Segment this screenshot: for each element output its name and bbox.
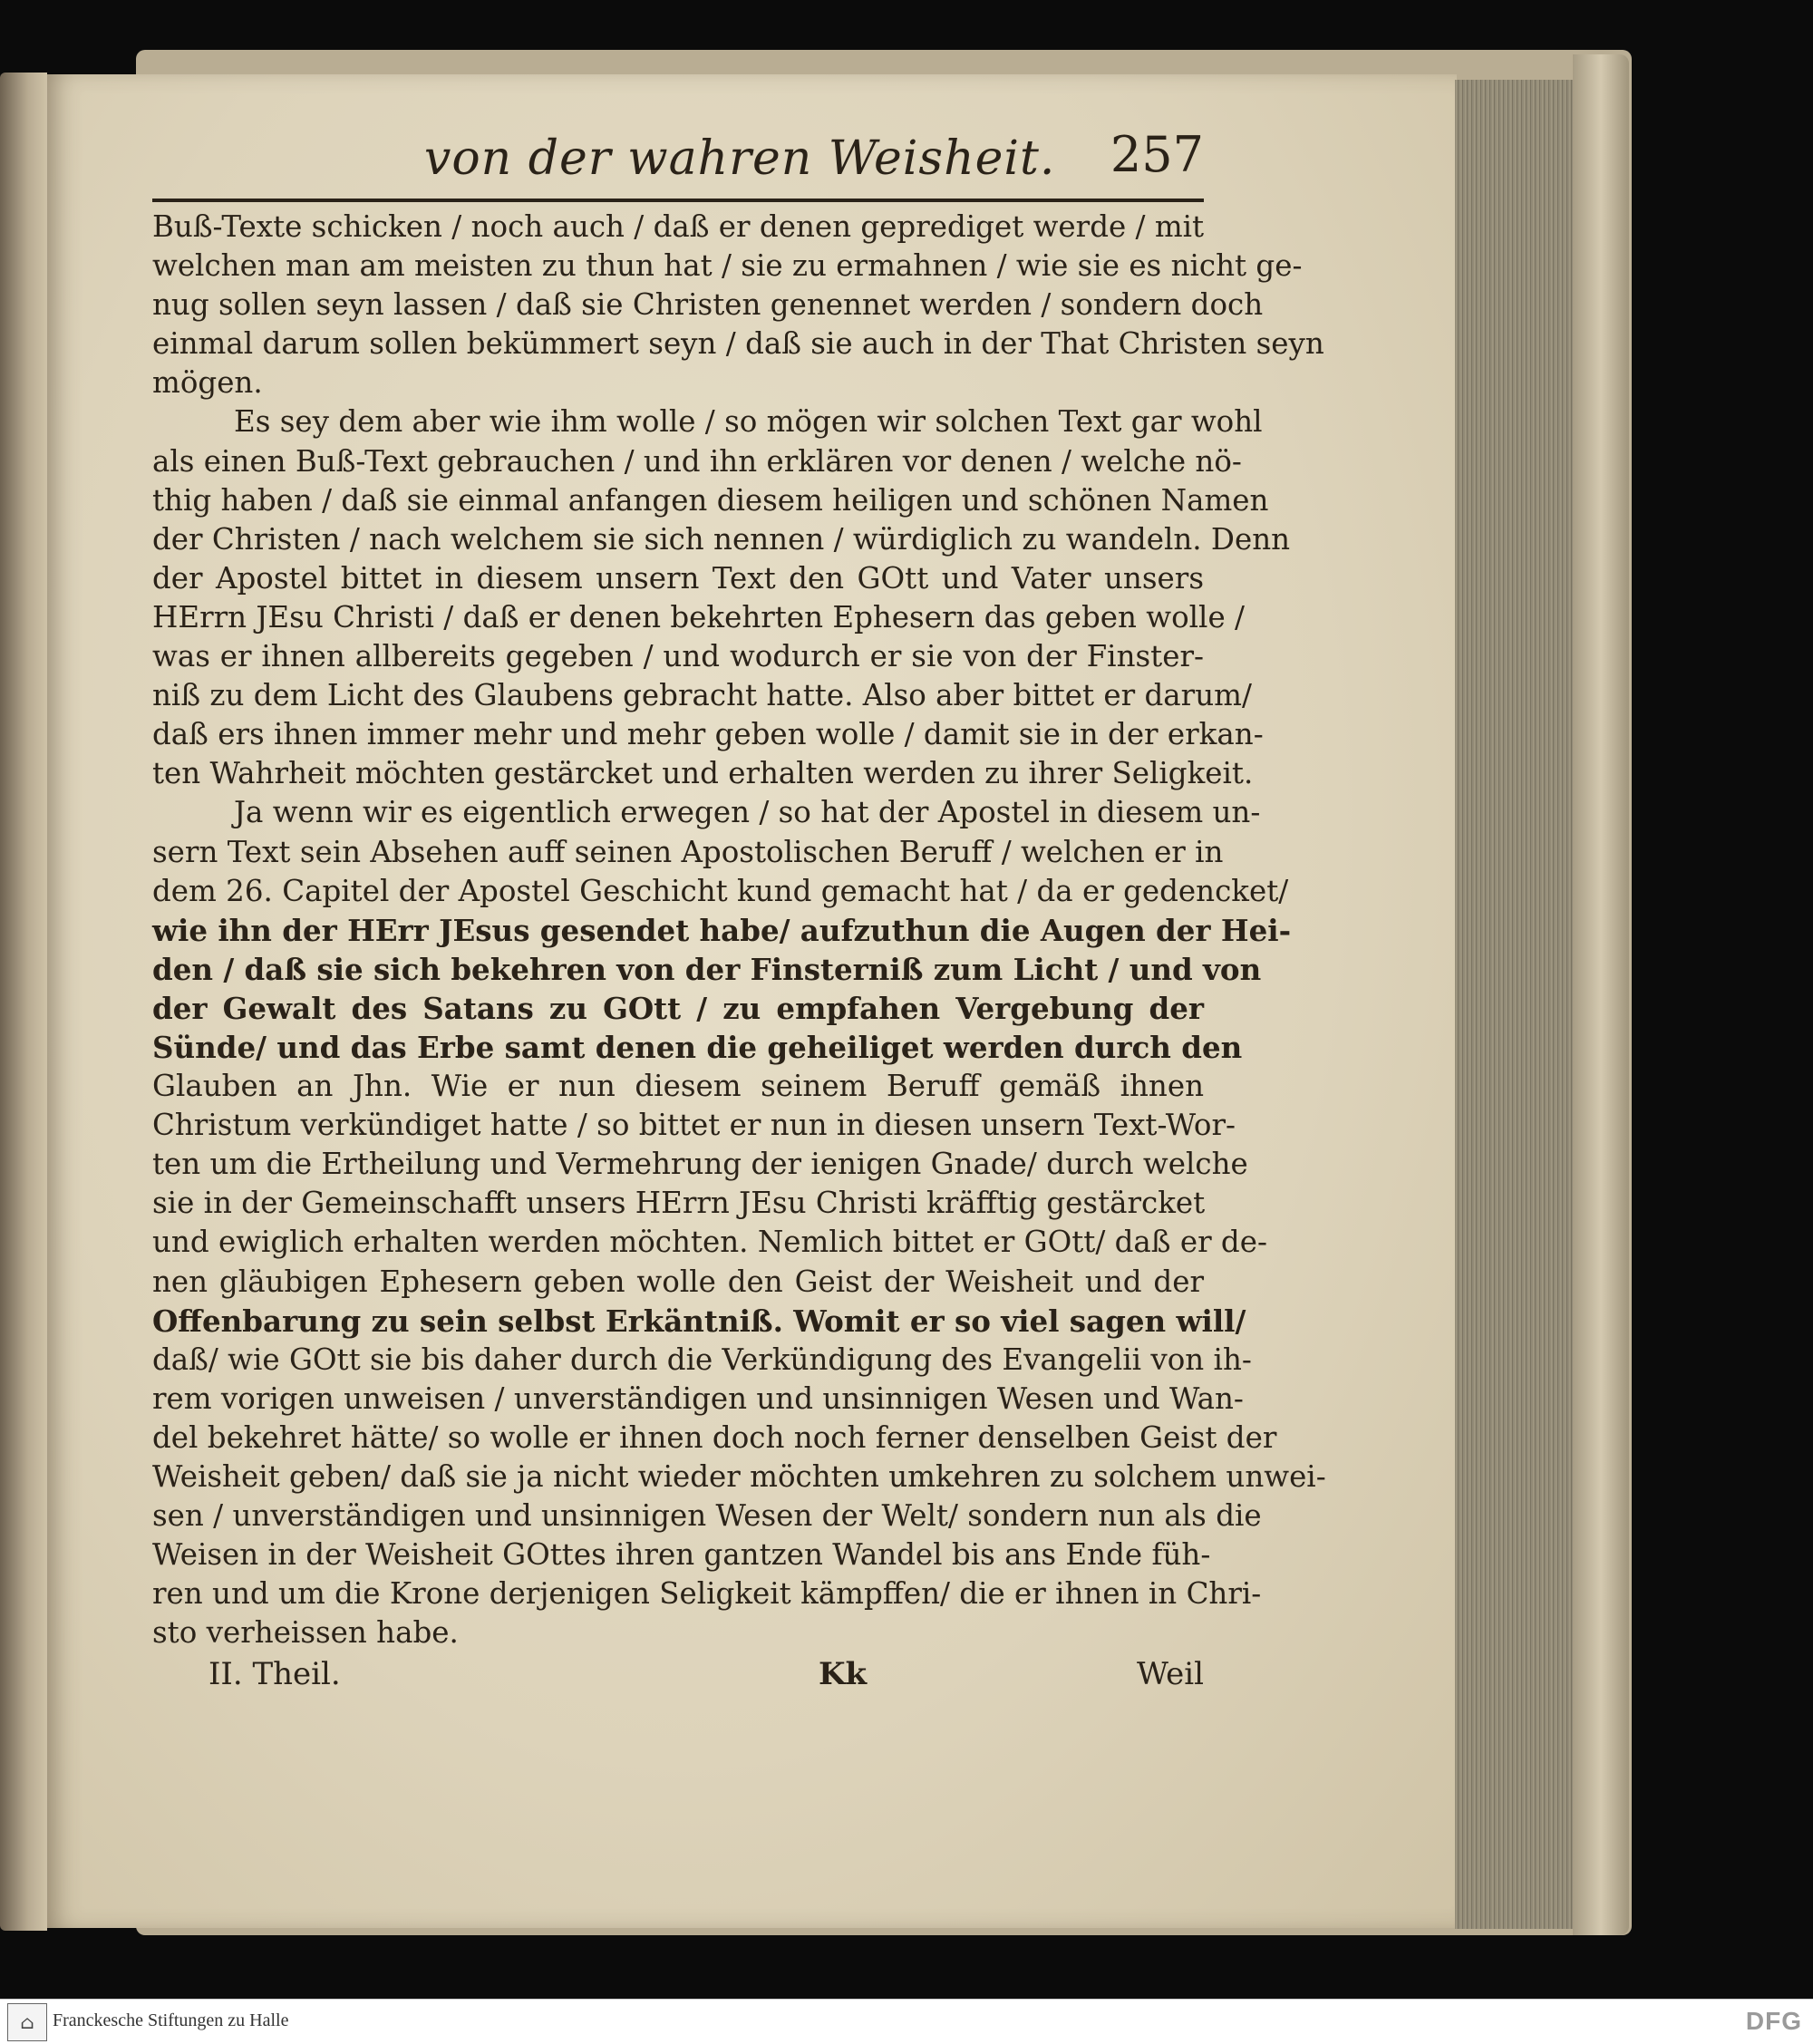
text-line: sen / unverständigen und unsinnigen Wesen der Welt/ sondern nun als die: [152, 1498, 1262, 1534]
book-cover-edge: [1573, 54, 1629, 1935]
text-line: und ewiglich erhalten werden möchten. Nemlich bittet er GOtt/ daß er de-: [152, 1225, 1267, 1260]
text-line: sern Text sein Absehen auff seinen Apostolischen Beruff / welchen er in: [152, 834, 1224, 869]
text-line: dem 26. Capitel der Apostel Geschicht kund gemacht hat / da er gedencket/: [152, 873, 1289, 908]
volume-signature: II. Theil.: [208, 1656, 341, 1693]
text-line: rem vorigen unweisen / unverständigen und unsinnigen Wesen und Wan-: [152, 1380, 1244, 1416]
text-line: der Apostel bittet in diesem unsern Text den GOtt und Vater unsers: [152, 560, 1204, 596]
left-page-edge: [0, 73, 47, 1931]
page-number: 257: [1110, 126, 1204, 183]
text-line: den / daß sie sich bekehren von der Finsterniß zum Licht / und von: [152, 951, 1262, 987]
dfg-logo: DFG: [1745, 2007, 1802, 2035]
text-line: Weisen in der Weisheit GOttes ihren gantzen Wandel bis ans Ende füh-: [152, 1537, 1211, 1573]
text-line: Buß-Texte schicken / noch auch / daß er denen geprediget werde / mit: [152, 209, 1205, 244]
text-line: del bekehret hätte/ so wolle er ihnen doch noch ferner denselben Geist der: [152, 1419, 1277, 1455]
text-line: einmal darum sollen bekümmert seyn / daß sie auch in der That Christen seyn: [152, 326, 1324, 362]
viewer-footer-bar: [0, 1999, 1813, 2044]
institution-name: Franckesche Stiftungen zu Halle: [53, 2010, 289, 2030]
text-line: sie in der Gemeinschafft unsers HErrn JEsu Christi kräfftig gestärcket: [152, 1186, 1206, 1221]
running-head: [152, 126, 1204, 195]
text-line: ten Wahrheit möchten gestärcket und erhalten werden zu ihrer Seligkeit.: [152, 756, 1254, 791]
text-line: nug sollen seyn lassen / daß sie Christen genennet werden / sondern doch: [152, 287, 1264, 323]
header-rule: [152, 199, 1204, 202]
institution-logo-icon: ⌂: [7, 2003, 47, 2041]
text-line: nen gläubigen Ephesern geben wolle den Geist der Weisheit und der: [152, 1264, 1204, 1299]
catchword: Weil: [1136, 1656, 1204, 1693]
text-line: als einen Buß-Text gebrauchen / und ihn erklären vor denen / welche nö-: [152, 443, 1242, 479]
text-line: daß ers ihnen immer mehr und mehr geben wolle / damit sie in der erkan-: [152, 717, 1264, 752]
text-line: der Gewalt des Satans zu GOtt / zu empfahen Vergebung der: [152, 990, 1204, 1026]
text-line: thig haben / daß sie einmal anfangen diesem heiligen und schönen Namen: [152, 482, 1269, 518]
text-line: Ja wenn wir es eigentlich erwegen / so hat der Apostel in diesem un-: [234, 795, 1261, 830]
text-line: wie ihn der HErr JEsus gesendet habe/ aufzuthun die Augen der Hei-: [152, 912, 1292, 948]
page-fore-edge: [1455, 80, 1576, 1929]
text-line: Es sey dem aber wie ihm wolle / so mögen wir solchen Text gar wohl: [234, 404, 1263, 440]
body-text: [152, 208, 1326, 1652]
gathering-signature: Kk: [819, 1656, 868, 1693]
text-line: der Christen / nach welchem sie sich nennen / würdiglich zu wandeln. Denn: [152, 521, 1291, 557]
text-block: [152, 126, 1326, 1701]
text-line: niß zu dem Licht des Glaubens gebracht hatte. Also aber bittet er darum/: [152, 678, 1252, 713]
text-line: sto verheissen habe.: [152, 1615, 459, 1651]
text-line: Glauben an Jhn. Wie er nun diesem seinem Beruff gemäß ihnen: [152, 1069, 1204, 1104]
text-line: mögen.: [152, 365, 263, 401]
text-line: daß/ wie GOtt sie bis daher durch die Verkündigung des Evangelii von ih-: [152, 1342, 1252, 1377]
text-line: was er ihnen allbereits gegeben / und wodurch er sie von der Finster-: [152, 639, 1204, 674]
text-line: Sünde/ und das Erbe samt denen die geheiliget werden durch den: [152, 1029, 1243, 1065]
text-line: welchen man am meisten zu thun hat / sie zu ermahnen / wie sie es nicht ge-: [152, 248, 1303, 284]
page-footer: [152, 1656, 1204, 1701]
running-title: von der wahren Weisheit.: [424, 131, 1056, 186]
text-line: ren und um die Krone derjenigen Seligkeit kämpffen/ die er ihnen in Chri-: [152, 1576, 1262, 1612]
text-line: HErrn JEsu Christi / daß er denen bekehrten Ephesern das geben wolle /: [152, 599, 1245, 635]
text-line: Weisheit geben/ daß sie ja nicht wieder möchten umkehren zu solchem unwei-: [152, 1459, 1326, 1494]
text-line: ten um die Ertheilung und Vermehrung der ienigen Gnade/ durch welche: [152, 1147, 1248, 1182]
text-line: Christum verkündiget hatte / so bittet er nun in diesen unsern Text-Wor-: [152, 1108, 1236, 1143]
text-line: Offenbarung zu sein selbst Erkäntniß. Womit er so viel sagen will/: [152, 1303, 1246, 1339]
